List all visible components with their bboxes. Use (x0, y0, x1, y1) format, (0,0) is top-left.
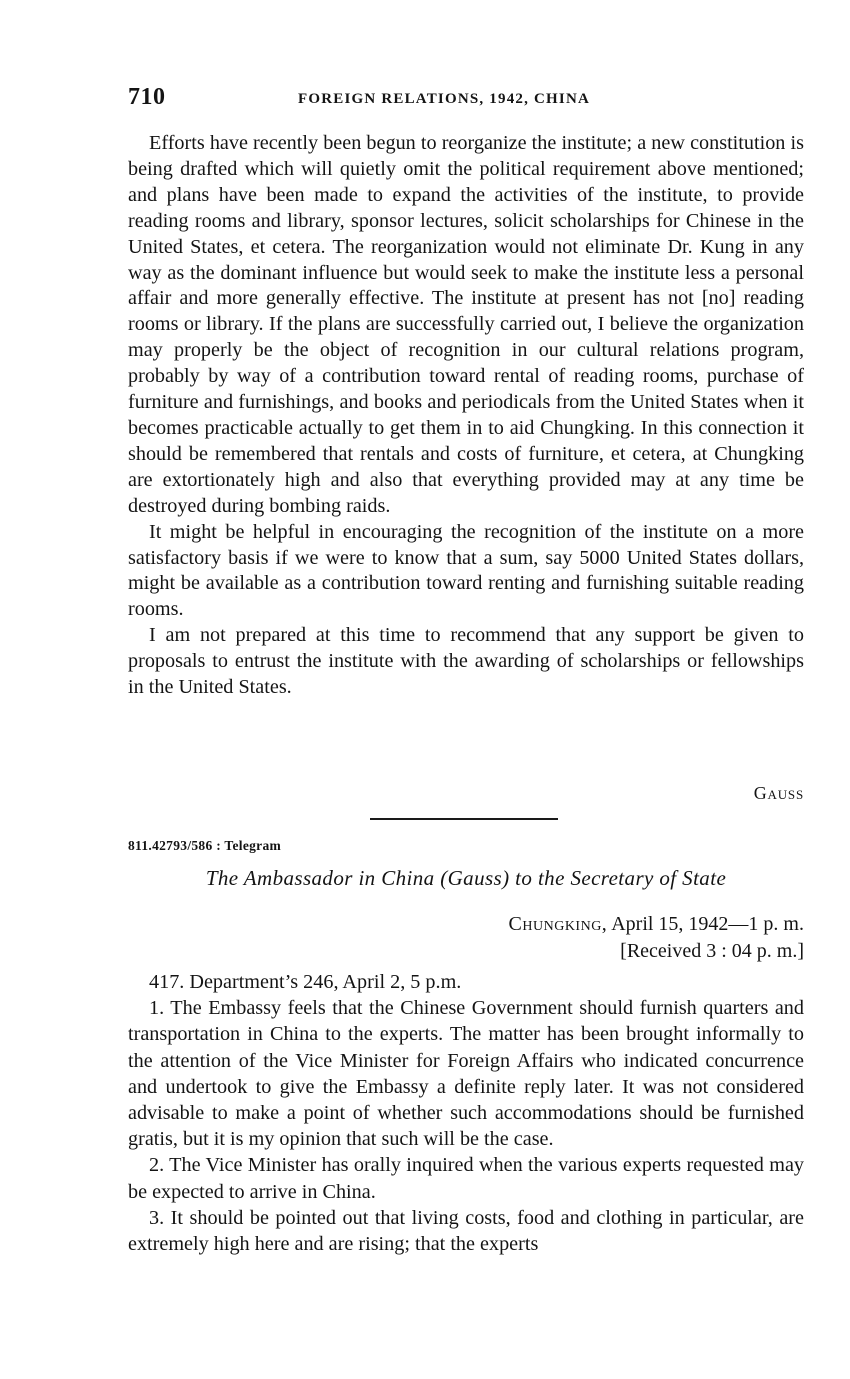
body-paragraph: 3. It should be pointed out that living costs, food and clothing in particular, are extremely high here and are rising; that the experts (128, 1206, 804, 1256)
received-note: [Received 3 : 04 p. m.] (620, 940, 804, 962)
body-paragraph: 2. The Vice Minister has orally inquired when the various experts requested may be expected to arrive in China. (128, 1154, 804, 1203)
document-heading: The Ambassador in China (Gauss) to the Secretary of State (205, 866, 727, 890)
body-paragraph: I am not prepared at this time to recommend that any support be given to proposals to entrust the institute with the awarding of scholarships or fellowships in the United States. (128, 624, 804, 699)
section-divider (370, 818, 558, 820)
file-reference: 811.42793/586 : Telegram (128, 838, 282, 853)
dateline (509, 913, 804, 936)
running-head (128, 84, 808, 114)
running-title: FOREIGN RELATIONS, 1942, CHINA (298, 91, 591, 107)
body-paragraph: 417. Department’s 246, April 2, 5 p.m. (149, 971, 462, 993)
body-paragraph: Efforts have recently been begun to reorganize the institute; a new constitution is being drafted which will quietly omit the political requirement above mentioned; and plans have been made to expand the activities of the institute, to provide reading rooms and library, sponsor lectures, solicit scholarships for Chinese in the United States, et cetera. The reorganization would not eliminate Dr. Kung in any way as the dominant influence but would seek to make the institute less a personal affair and more generally effective. The institute at present has not [no] reading rooms or library. If the plans are successfully carried out, I believe the organization may properly be the object of recognition in our cultural relations program, probably by way of a contribution toward rental of reading rooms, purchase of furniture and furnishings, and books and periodicals from the United States when it becomes practicable actually to get them in to aid Chungking. In this connection it should be remembered that rentals and costs of furniture, et cetera, at Chungking are extortionately high and also that everything provided may at any time be destroyed during bombing raids. (128, 132, 804, 517)
body-paragraph: 1. The Embassy feels that the Chinese Government should furnish quarters and transportation in China to the experts. The matter has been brought informally to the attention of the Vice Minister for Foreign Affairs who indicated concurrence and undertook to give the Embassy a definite reply later. It was not considered advisable to make a point of whether such accommodations should be furnished gratis, but it is my opinion that such will be the case. (128, 997, 804, 1151)
telegram-body (128, 969, 804, 1257)
page-number: 710 (128, 84, 166, 110)
dateline-time: April 15, 1942—1 p. m. (611, 913, 804, 935)
signature: Gauss (753, 783, 804, 803)
body-paragraph: It might be helpful in encouraging the recognition of the institute on a more satisfactory basis if we were to know that a sum, say 5000 United States dollars, might be available as a contribution toward renting and furnishing suitable reading rooms. (128, 520, 804, 621)
dateline-place: Chungking, (508, 913, 608, 935)
letter-body (128, 131, 804, 701)
